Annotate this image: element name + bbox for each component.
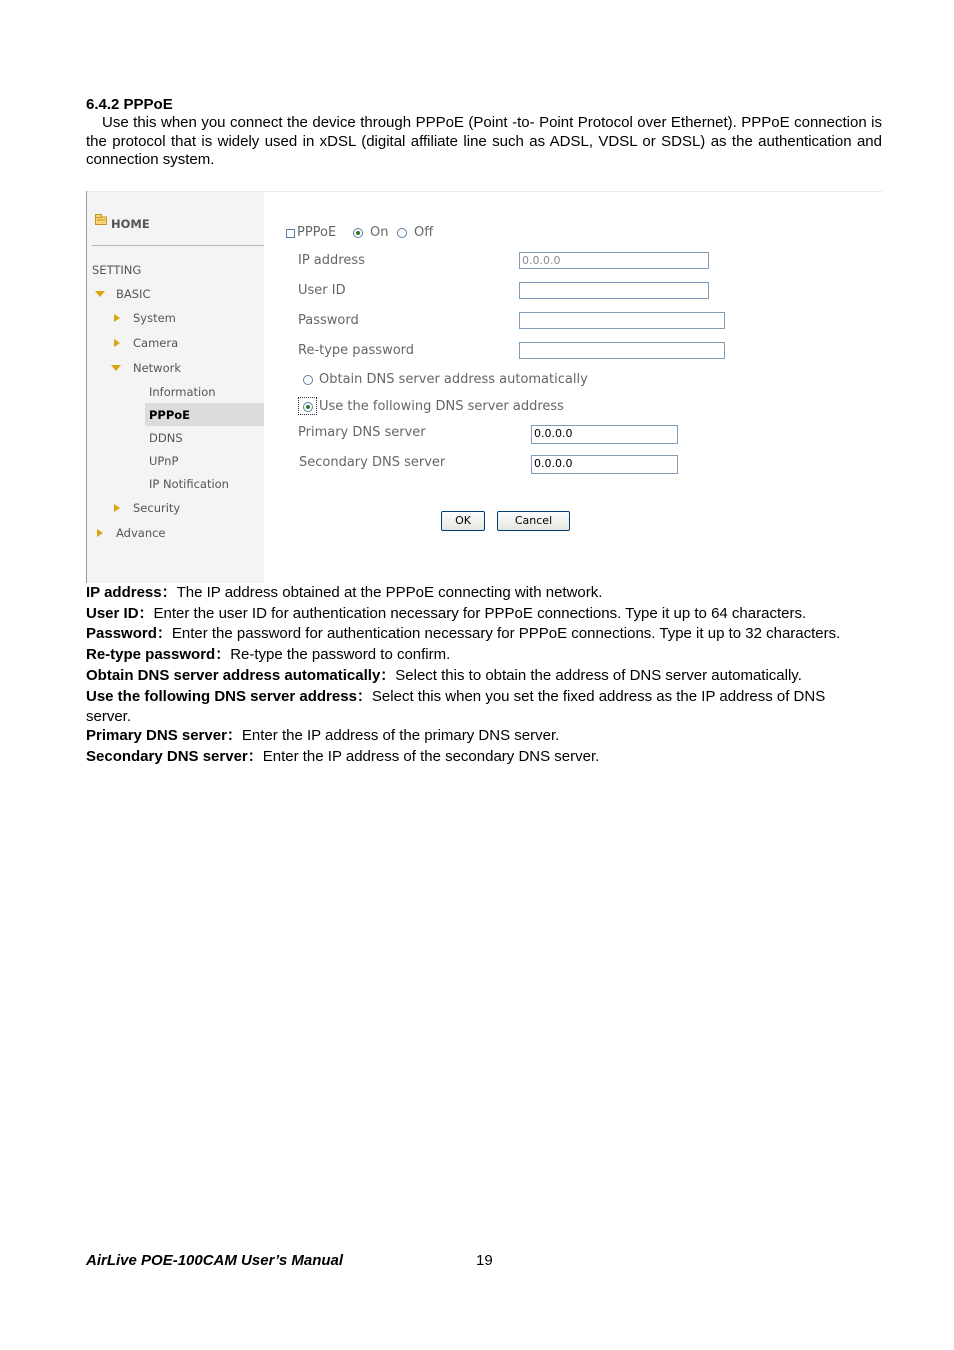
- password-label: Password: [298, 313, 359, 328]
- pppoe-on-label: On: [370, 225, 389, 240]
- description-item: Password：Enter the password for authentication necessary for PPPoE connections. Type it up to 32 characters.: [86, 625, 841, 642]
- dns-manual-label: Use the following DNS server address: [319, 399, 564, 414]
- sidebar-item-ip-notification[interactable]: IP Notification: [149, 477, 229, 491]
- expanded-arrow-icon: [95, 291, 105, 297]
- description-item: User ID：Enter the user ID for authentication necessary for PPPoE connections. Type it up to 64 characters.: [86, 605, 807, 622]
- collapsed-arrow-icon: [114, 504, 120, 512]
- sidebar-item-advance[interactable]: Advance: [116, 526, 166, 540]
- expanded-arrow-icon: [111, 365, 121, 371]
- home-icon: [95, 214, 107, 225]
- section-intro: Use this when you connect the device through PPPoE (Point -to- Point Protocol over Ethernet). PPPoE connection is the protocol that is widely used in xDSL (digital affiliate line such as ADSL, VDSL or SDSL) as the authentication and connection system.: [86, 114, 882, 168]
- retype-password-field[interactable]: [519, 342, 725, 359]
- dns-auto-label: Obtain DNS server address automatically: [319, 372, 588, 387]
- pppoe-on-radio[interactable]: [353, 228, 363, 238]
- sidebar-heading-setting: SETTING: [92, 263, 142, 277]
- description-item: Use the following DNS server address：Select this when you set the fixed address as the IP address of DNS: [86, 688, 826, 705]
- sidebar-item-system[interactable]: System: [133, 311, 176, 325]
- retype-password-label: Re-type password: [298, 343, 415, 358]
- collapsed-arrow-icon: [97, 529, 103, 537]
- sidebar-item-home[interactable]: HOME: [111, 217, 150, 231]
- secondary-dns-label: Secondary DNS server: [299, 455, 446, 470]
- primary-dns-label: Primary DNS server: [298, 425, 426, 440]
- password-field[interactable]: [519, 312, 725, 329]
- sidebar-item-security[interactable]: Security: [133, 501, 181, 515]
- sidebar-item-information[interactable]: Information: [149, 385, 216, 399]
- description-item: Primary DNS server：Enter the IP address of the primary DNS server.: [86, 727, 560, 744]
- sidebar-item-basic[interactable]: BASIC: [116, 287, 151, 301]
- secondary-dns-field[interactable]: 0.0.0.0: [531, 455, 678, 474]
- pppoe-settings-screenshot: [86, 191, 882, 583]
- sidebar-divider: [92, 245, 264, 246]
- description-item: Secondary DNS server：Enter the IP address of the secondary DNS server.: [86, 748, 600, 765]
- settings-sidebar: [87, 192, 264, 583]
- sidebar-item-ddns[interactable]: DDNS: [149, 431, 183, 445]
- sidebar-item-pppoe[interactable]: PPPoE: [149, 408, 191, 422]
- user-id-label: User ID: [298, 283, 346, 298]
- collapsed-arrow-icon: [114, 314, 120, 322]
- sidebar-item-camera[interactable]: Camera: [133, 336, 179, 350]
- cancel-button[interactable]: Cancel: [497, 511, 570, 531]
- description-item: server.: [86, 708, 132, 725]
- user-id-field[interactable]: [519, 282, 709, 299]
- dns-manual-radio[interactable]: [303, 402, 313, 412]
- primary-dns-field[interactable]: 0.0.0.0: [531, 425, 678, 444]
- dns-auto-radio[interactable]: [303, 375, 313, 385]
- collapsed-arrow-icon: [114, 339, 120, 347]
- pppoe-checkbox[interactable]: [286, 229, 295, 238]
- sidebar-item-upnp[interactable]: UPnP: [149, 454, 179, 468]
- sidebar-item-network[interactable]: Network: [133, 361, 182, 375]
- ip-address-label: IP address: [298, 253, 365, 268]
- ok-button[interactable]: OK: [441, 511, 485, 531]
- description-item: IP address：The IP address obtained at the PPPoE connecting with network.: [86, 584, 603, 601]
- pppoe-off-radio[interactable]: [397, 228, 407, 238]
- footer-manual-title: AirLive POE-100CAM User’s Manual: [86, 1252, 344, 1269]
- description-item: Obtain DNS server address automatically：Select this to obtain the address of DNS server automatically.: [86, 667, 802, 684]
- footer-page-number: 19: [476, 1252, 493, 1269]
- section-heading: 6.4.2 PPPoE: [86, 96, 173, 113]
- description-item: Re-type password：Re-type the password to confirm.: [86, 646, 451, 663]
- pppoe-label: PPPoE: [297, 225, 337, 240]
- ip-address-field[interactable]: 0.0.0.0: [519, 252, 709, 269]
- pppoe-off-label: Off: [414, 225, 434, 240]
